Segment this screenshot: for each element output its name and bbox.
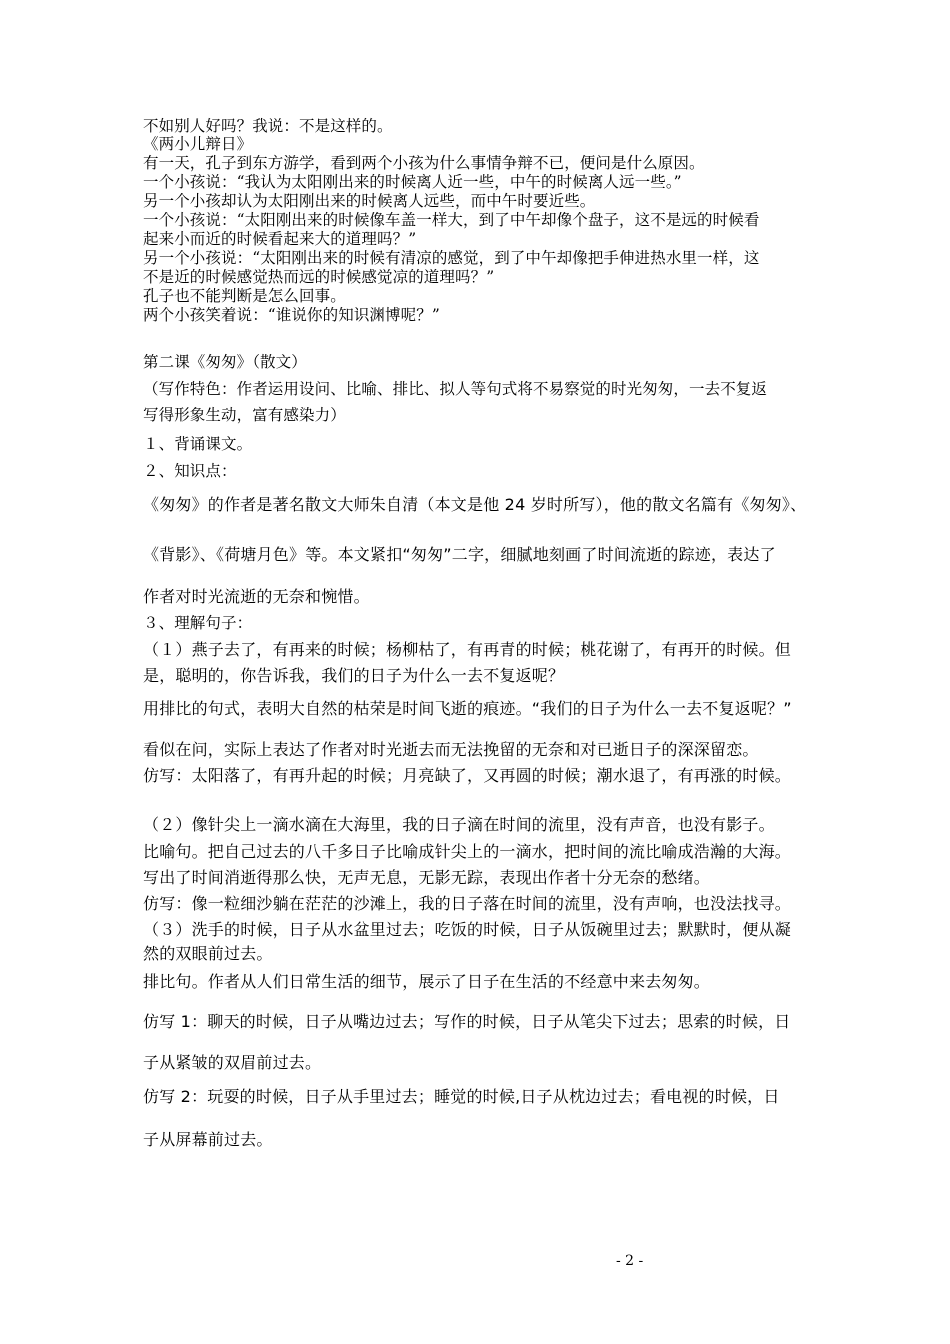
text-line: 仿写 2：玩耍的时候，日子从手里过去；睡觉的时候,日子从枕边过去；看电视的时候，日	[143, 1087, 780, 1106]
list-item: ３、理解句子：	[143, 614, 253, 632]
text-line: 不是近的时候感觉热而远的时候感觉凉的道理吗？”	[143, 268, 495, 286]
text-line: 仿写：太阳落了，有再升起的时候；月亮缺了，又再圆的时候；潮水退了，有再涨的时候。	[143, 766, 792, 785]
text-line: 一个小孩说：“我认为太阳刚出来的时候离人近一些，中午的时候离人远一些。”	[143, 173, 682, 191]
text-line: 排比句。作者从人们日常生活的细节，展示了日子在生活的不经意中来去匆匆。	[143, 972, 711, 991]
text-line: 起来小而近的时候看起来大的道理吗？”	[143, 230, 417, 248]
text-line: 是，聪明的，你告诉我，我们的日子为什么一去不复返呢？	[143, 666, 565, 685]
text-line: （１）燕子去了，有再来的时候；杨柳枯了，有再青的时候；桃花谢了，有再开的时候。但	[143, 640, 792, 659]
text-line: 子从屏幕前过去。	[143, 1130, 273, 1149]
text-line: 写出了时间消逝得那么快，无声无息，无影无踪，表现出作者十分无奈的愁绪。	[143, 868, 711, 887]
text-line: 看似在问，实际上表达了作者对时光逝去而无法挽留的无奈和对已逝日子的深深留恋。	[143, 740, 759, 759]
text-line: 用排比的句式，表明大自然的枯荣是时间飞逝的痕迹。“我们的日子为什么一去不复返呢？”	[143, 699, 792, 718]
text-line: 孔子也不能判断是怎么回事。	[143, 287, 346, 305]
section-title: 《两小儿辩日》	[143, 135, 253, 153]
text-line: 子从紧皱的双眉前过去。	[143, 1053, 322, 1072]
text-line: 写得形象生动，富有感染力）	[143, 406, 346, 424]
list-item: ２、知识点：	[143, 462, 237, 480]
list-item: １、背诵课文。	[143, 435, 253, 453]
text-line: 《匆匆》的作者是著名散文大师朱自清（本文是他 24 岁时所写），他的散文名篇有《匆匆》、	[143, 495, 807, 514]
text-line: 比喻句。把自己过去的八千多日子比喻成针尖上的一滴水，把时间的流比喻成浩瀚的大海。	[143, 842, 792, 861]
text-line: 一个小孩说：“太阳刚出来的时候像车盖一样大，到了中午却像个盘子，这不是远的时候看	[143, 211, 760, 229]
text-line: 另一个小孩却认为太阳刚出来的时候离人远些，而中午时要近些。	[143, 192, 596, 210]
text-line: 然的双眼前过去。	[143, 944, 273, 963]
text-line: 仿写 1：聊天的时候，日子从嘴边过去；写作的时候，日子从笔尖下过去；思索的时候，日	[143, 1012, 791, 1031]
text-line: 仿写：像一粒细沙躺在茫茫的沙滩上，我的日子落在时间的流里，没有声响，也没法找寻。	[143, 894, 792, 913]
text-line: 有一天，孔子到东方游学，看到两个小孩为什么事情争辩不已，便问是什么原因。	[143, 154, 705, 172]
text-line: （写作特色：作者运用设问、比喻、排比、拟人等句式将不易察觉的时光匆匆，一去不复返	[143, 380, 768, 398]
text-line: （３）洗手的时候，日子从水盆里过去；吃饭的时候，日子从饭碗里过去；默默时，便从凝	[143, 920, 792, 939]
text-line: 两个小孩笑着说：“谁说你的知识渊博呢？”	[143, 306, 440, 324]
text-line: 《背影》、《荷塘月色》等。本文紧扣“匆匆”二字，细腻地刻画了时间流逝的踪迹，表达了	[143, 545, 776, 564]
lesson-title: 第二课《匆匆》（散文）	[143, 353, 307, 371]
text-line: （２）像针尖上一滴水滴在大海里，我的日子滴在时间的流里，没有声音，也没有影子。	[143, 815, 775, 834]
text-line: 不如别人好吗？我说：不是这样的。	[143, 117, 393, 135]
text-line: 另一个小孩说：“太阳刚出来的时候有清凉的感觉，到了中午却像把手伸进热水里一样，这	[143, 249, 760, 267]
text-line: 作者对时光流逝的无奈和惋惜。	[143, 587, 370, 606]
page-number: - 2 -	[616, 1253, 644, 1269]
